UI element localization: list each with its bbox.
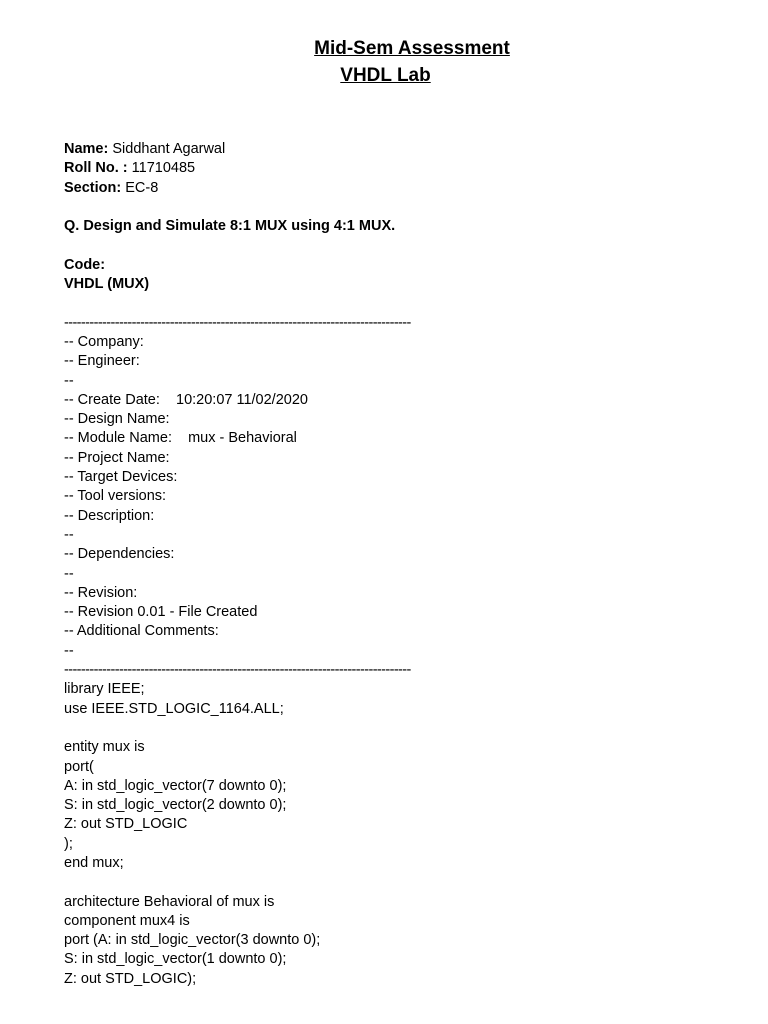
code-line: -- Company: <box>64 333 144 350</box>
code-subheading: VHDL (MUX) <box>64 276 150 293</box>
code-line: -- Additional Comments: <box>64 623 219 640</box>
code-line: -- Revision 0.01 - File Created <box>64 604 258 621</box>
roll-number-row <box>64 159 744 178</box>
code-line: port (A: in std_logic_vector(3 downto 0); <box>64 932 321 949</box>
code-line: -- Tool versions: <box>64 488 167 505</box>
code-line: port( <box>64 758 94 775</box>
code-line: -- Project Name: <box>64 449 170 466</box>
code-heading: Code: <box>64 256 106 273</box>
section-value: EC-8 <box>121 179 159 196</box>
code-line: -- <box>64 372 74 389</box>
spacer <box>64 294 744 313</box>
code-line: -- Revision: <box>64 584 138 601</box>
spacer <box>64 873 744 892</box>
code-line: architecture Behavioral of mux is <box>64 893 275 910</box>
code-line: entity mux is <box>64 739 145 756</box>
code-line: ); <box>64 835 73 852</box>
code-line: S: in std_logic_vector(1 downto 0); <box>64 951 287 968</box>
code-line: -- <box>64 526 74 543</box>
spacer <box>64 719 744 738</box>
code-line: Z: out STD_LOGIC); <box>64 970 197 987</box>
document-subtitle: VHDL Lab <box>340 65 431 86</box>
question-text: Q. Design and Simulate 8:1 MUX using 4:1 MUX. <box>64 218 396 235</box>
section-label: Section: <box>64 179 122 196</box>
name-value: Siddhant Agarwal <box>108 141 226 157</box>
code-line: -- Design Name: <box>64 411 170 428</box>
section-row <box>64 179 744 198</box>
name-label: Name: <box>64 141 109 157</box>
document-body <box>64 140 744 989</box>
code-line: -- Module Name: mux - Behavioral <box>64 430 297 447</box>
code-line: -- Engineer: <box>64 353 140 370</box>
spacer <box>64 236 744 255</box>
document-title: Mid-Sem Assessment <box>314 38 510 59</box>
code-line: -- <box>64 565 74 582</box>
code-line: A: in std_logic_vector(7 downto 0); <box>64 777 287 794</box>
code-line: S: in std_logic_vector(2 downto 0); <box>64 797 287 814</box>
code-line: use IEEE.STD_LOGIC_1164.ALL; <box>64 700 284 717</box>
code-line: -- Dependencies: <box>64 546 175 563</box>
code-line: -- <box>64 642 74 659</box>
code-line: library IEEE; <box>64 681 145 698</box>
code-line: ---------------------------------------------------------------------------------- <box>64 662 411 679</box>
document-subtitle-line <box>0 64 768 88</box>
document-title-line <box>0 37 768 61</box>
student-name-row <box>64 140 744 159</box>
code-line: ---------------------------------------------------------------------------------- <box>64 314 411 331</box>
code-line: end mux; <box>64 854 124 871</box>
code-line: -- Target Devices: <box>64 469 178 486</box>
roll-label: Roll No. : <box>64 160 128 177</box>
code-line: -- Create Date: 10:20:07 11/02/2020 <box>64 391 308 408</box>
code-line: -- Description: <box>64 507 155 524</box>
code-line: Z: out STD_LOGIC <box>64 816 188 833</box>
spacer <box>64 198 744 217</box>
roll-value: 11710485 <box>127 160 196 177</box>
code-line: component mux4 is <box>64 912 190 929</box>
